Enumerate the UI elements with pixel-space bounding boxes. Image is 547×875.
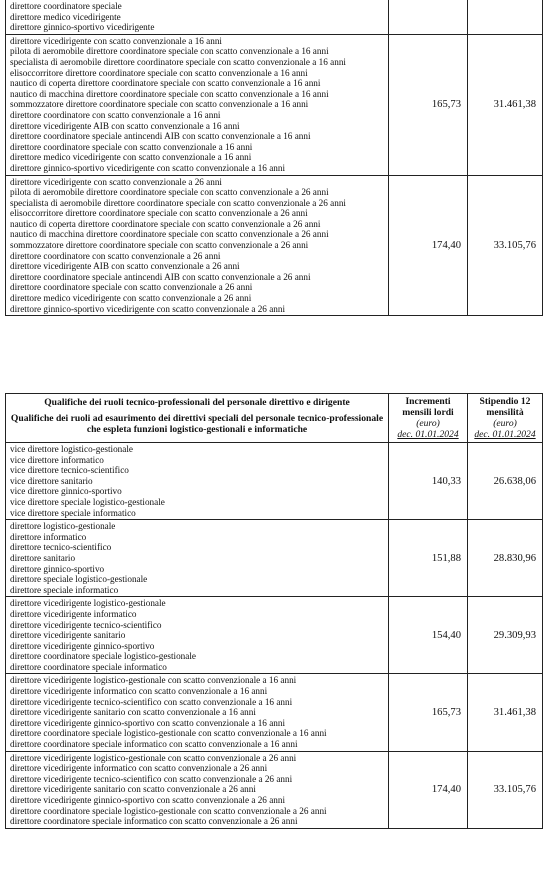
table-header <box>6 394 543 443</box>
qualification-cell <box>6 520 389 597</box>
qualification-line: direttore medico vicedirigente <box>10 11 121 22</box>
qualification-line: direttore logistico-gestionale <box>10 521 116 532</box>
qualification-line: direttore vicedirigente sanitario con scatto convenzionale a 16 anni <box>10 707 256 718</box>
qualification-line: direttore coordinatore speciale con scatto convenzionale a 16 anni <box>10 141 253 152</box>
qualification-cell <box>6 443 389 520</box>
salary-table-continued <box>5 0 543 316</box>
qualification-line: vice direttore sanitario <box>10 475 93 486</box>
qualification-cell <box>6 175 389 316</box>
qualification-line: sommozzatore direttore coordinatore speciale con scatto convenzionale a 16 anni <box>10 99 309 110</box>
increment-cell: 174,40 <box>389 175 468 316</box>
salary-cell: 33.105,76 <box>468 175 543 316</box>
increment-cell: 140,33 <box>389 443 468 520</box>
header-row <box>6 394 543 443</box>
table-row <box>6 0 543 34</box>
qualification-line: direttore coordinatore speciale logistico-gestionale con scatto convenzionale a 26 anni <box>10 805 327 816</box>
increment-cell <box>389 0 468 34</box>
salary-cell <box>468 0 543 34</box>
qualification-line: vice direttore logistico-gestionale <box>10 444 133 454</box>
qualification-line: direttore ginnico-sportivo vicedirigente <box>10 22 155 33</box>
qualification-line: direttore vicedirigente logistico-gestionale <box>10 598 166 609</box>
qualification-line: direttore sanitario <box>10 552 76 563</box>
qualification-cell <box>6 751 389 828</box>
qualification-line: direttore vicedirigente AIB con scatto convenzionale a 16 anni <box>10 120 240 131</box>
qualification-cell <box>6 674 389 751</box>
qualification-line: nautico di macchina direttore coordinatore speciale con scatto convenzionale a 16 anni <box>10 88 329 99</box>
qualification-line: direttore ginnico-sportivo vicedirigente con scatto convenzionale a 26 anni <box>10 303 286 314</box>
qualification-line: sommozzatore direttore coordinatore speciale con scatto convenzionale a 26 anni <box>10 240 309 251</box>
qualification-cell <box>6 0 389 34</box>
salary-cell: 31.461,38 <box>468 34 543 175</box>
qualification-line: direttore vicedirigente logistico-gestionale con scatto convenzionale a 16 anni <box>10 675 297 686</box>
qualification-line: direttore informatico <box>10 531 87 542</box>
increment-header-unit: (euro) <box>416 418 440 429</box>
table-row <box>6 674 543 751</box>
qualification-line: vice direttore speciale informatico <box>10 507 136 518</box>
qualification-line: direttore coordinatore speciale informatico con scatto convenzionale a 26 anni <box>10 816 298 827</box>
table-row <box>6 520 543 597</box>
qualification-line: direttore coordinatore speciale antincendi AIB con scatto convenzionale a 26 anni <box>10 271 311 282</box>
table-body <box>6 443 543 829</box>
qualification-line: vice direttore informatico <box>10 454 104 465</box>
qualification-line: nautico di macchina direttore coordinatore speciale con scatto convenzionale a 26 anni <box>10 229 329 240</box>
qualification-line: direttore vicedirigente informatico con scatto convenzionale a 26 anni <box>10 763 268 774</box>
qualification-line: direttore vicedirigente informatico con scatto convenzionale a 16 anni <box>10 686 268 697</box>
qualification-line: direttore coordinatore speciale con scatto convenzionale a 26 anni <box>10 282 253 293</box>
salary-column-header <box>468 394 543 443</box>
qualification-line: direttore ginnico-sportivo vicedirigente con scatto convenzionale a 16 anni <box>10 162 286 173</box>
qualification-line: pilota di aeromobile direttore coordinatore speciale con scatto convenzionale a 26 anni <box>10 187 329 198</box>
salary-table-technical-professional <box>5 393 543 829</box>
table-row <box>6 443 543 520</box>
qualification-line: pilota di aeromobile direttore coordinatore speciale con scatto convenzionale a 16 anni <box>10 46 329 57</box>
salary-cell: 29.309,93 <box>468 597 543 674</box>
qualification-line: direttore coordinatore speciale <box>10 1 122 11</box>
qualification-line: nautico di coperta direttore coordinatore speciale con scatto convenzionale a 16 anni <box>10 78 321 89</box>
salary-header-date: dec. 01.01.2024 <box>474 429 536 440</box>
salary-cell: 33.105,76 <box>468 751 543 828</box>
table-row <box>6 175 543 316</box>
qualification-line: direttore tecnico-scientifico <box>10 542 112 553</box>
qualification-cell <box>6 597 389 674</box>
qualification-line: direttore vicedirigente ginnico-sportivo con scatto convenzionale a 16 anni <box>10 717 286 728</box>
qualification-line: specialista di aeromobile direttore coordinatore speciale con scatto convenzionale a 26 anni <box>10 197 346 208</box>
qualification-line: direttore coordinatore con scatto convenzionale a 16 anni <box>10 109 221 120</box>
increment-column-header <box>389 394 468 443</box>
qualification-line: vice direttore speciale logistico-gestionale <box>10 496 165 507</box>
qualification-line: direttore vicedirigente ginnico-sportivo <box>10 640 155 651</box>
qualification-line: vice direttore tecnico-scientifico <box>10 465 129 476</box>
qualification-line: direttore coordinatore con scatto convenzionale a 26 anni <box>10 250 221 261</box>
table-row <box>6 597 543 674</box>
qualification-line: direttore speciale informatico <box>10 584 119 595</box>
qualification-line: direttore coordinatore speciale antincendi AIB con scatto convenzionale a 16 anni <box>10 131 311 142</box>
qualification-line: vice direttore ginnico-sportivo <box>10 486 122 497</box>
qualification-line: direttore medico vicedirigente con scatto convenzionale a 16 anni <box>10 152 252 163</box>
header-title-secondary: Qualifiche dei ruoli ad esaurimento dei direttivi speciali del personale tecnico-professionale che espleta funzioni logistico-gestionali e informatiche <box>10 413 384 435</box>
increment-header-date: dec. 01.01.2024 <box>397 429 459 440</box>
qualification-line: direttore coordinatore speciale logistico-gestionale <box>10 651 196 662</box>
qualification-line: nautico di coperta direttore coordinatore speciale con scatto convenzionale a 26 anni <box>10 218 321 229</box>
qualification-line: direttore vicedirigente tecnico-scientifico <box>10 619 162 630</box>
table-body <box>6 0 543 316</box>
qualification-line: direttore coordinatore speciale informatico <box>10 661 167 672</box>
qualification-line: direttore speciale logistico-gestionale <box>10 574 148 585</box>
qualification-line: elisoccorritore direttore coordinatore speciale con scatto convenzionale a 16 anni <box>10 67 308 78</box>
qualification-line: direttore vicedirigente sanitario con scatto convenzionale a 26 anni <box>10 784 256 795</box>
qualification-cell <box>6 34 389 175</box>
qualification-line: direttore vicedirigente tecnico-scientifico con scatto convenzionale a 26 anni <box>10 773 293 784</box>
increment-cell: 151,88 <box>389 520 468 597</box>
qualification-line: specialista di aeromobile direttore coordinatore speciale con scatto convenzionale a 16 anni <box>10 56 346 67</box>
qualification-line: direttore vicedirigente AIB con scatto convenzionale a 26 anni <box>10 261 240 272</box>
qualification-line: direttore vicedirigente tecnico-scientifico con scatto convenzionale a 16 anni <box>10 696 293 707</box>
qualification-line: direttore vicedirigente con scatto convenzionale a 26 anni <box>10 176 222 187</box>
salary-header-label: Stipendio 12 mensilità <box>479 396 531 418</box>
qualification-line: direttore medico vicedirigente con scatto convenzionale a 26 anni <box>10 293 252 304</box>
qualification-line: direttore vicedirigente logistico-gestionale con scatto convenzionale a 26 anni <box>10 752 297 763</box>
increment-cell: 165,73 <box>389 674 468 751</box>
qualification-line: elisoccorritore direttore coordinatore speciale con scatto convenzionale a 26 anni <box>10 208 308 219</box>
qualification-line: direttore vicedirigente informatico <box>10 608 137 619</box>
qualification-header <box>6 394 389 443</box>
increment-cell: 154,40 <box>389 597 468 674</box>
qualification-line: direttore vicedirigente sanitario <box>10 630 126 641</box>
salary-header-unit: (euro) <box>493 418 517 429</box>
increment-cell: 165,73 <box>389 34 468 175</box>
qualification-line: direttore coordinatore speciale logistico-gestionale con scatto convenzionale a 16 anni <box>10 728 327 739</box>
qualification-line: direttore vicedirigente ginnico-sportivo con scatto convenzionale a 26 anni <box>10 795 286 805</box>
increment-header-label: Incrementi mensili lordi <box>402 396 454 418</box>
salary-cell: 28.830,96 <box>468 520 543 597</box>
qualification-line: direttore ginnico-sportivo <box>10 563 105 574</box>
qualification-line: direttore coordinatore speciale informatico con scatto convenzionale a 16 anni <box>10 739 298 750</box>
table-row <box>6 34 543 175</box>
salary-cell: 31.461,38 <box>468 674 543 751</box>
table-row <box>6 751 543 828</box>
qualification-line: direttore vicedirigente con scatto convenzionale a 16 anni <box>10 35 222 46</box>
increment-cell: 174,40 <box>389 751 468 828</box>
salary-cell: 26.638,06 <box>468 443 543 520</box>
header-title-primary: Qualifiche dei ruoli tecnico-professionali del personale direttivo e dirigente <box>44 397 350 408</box>
